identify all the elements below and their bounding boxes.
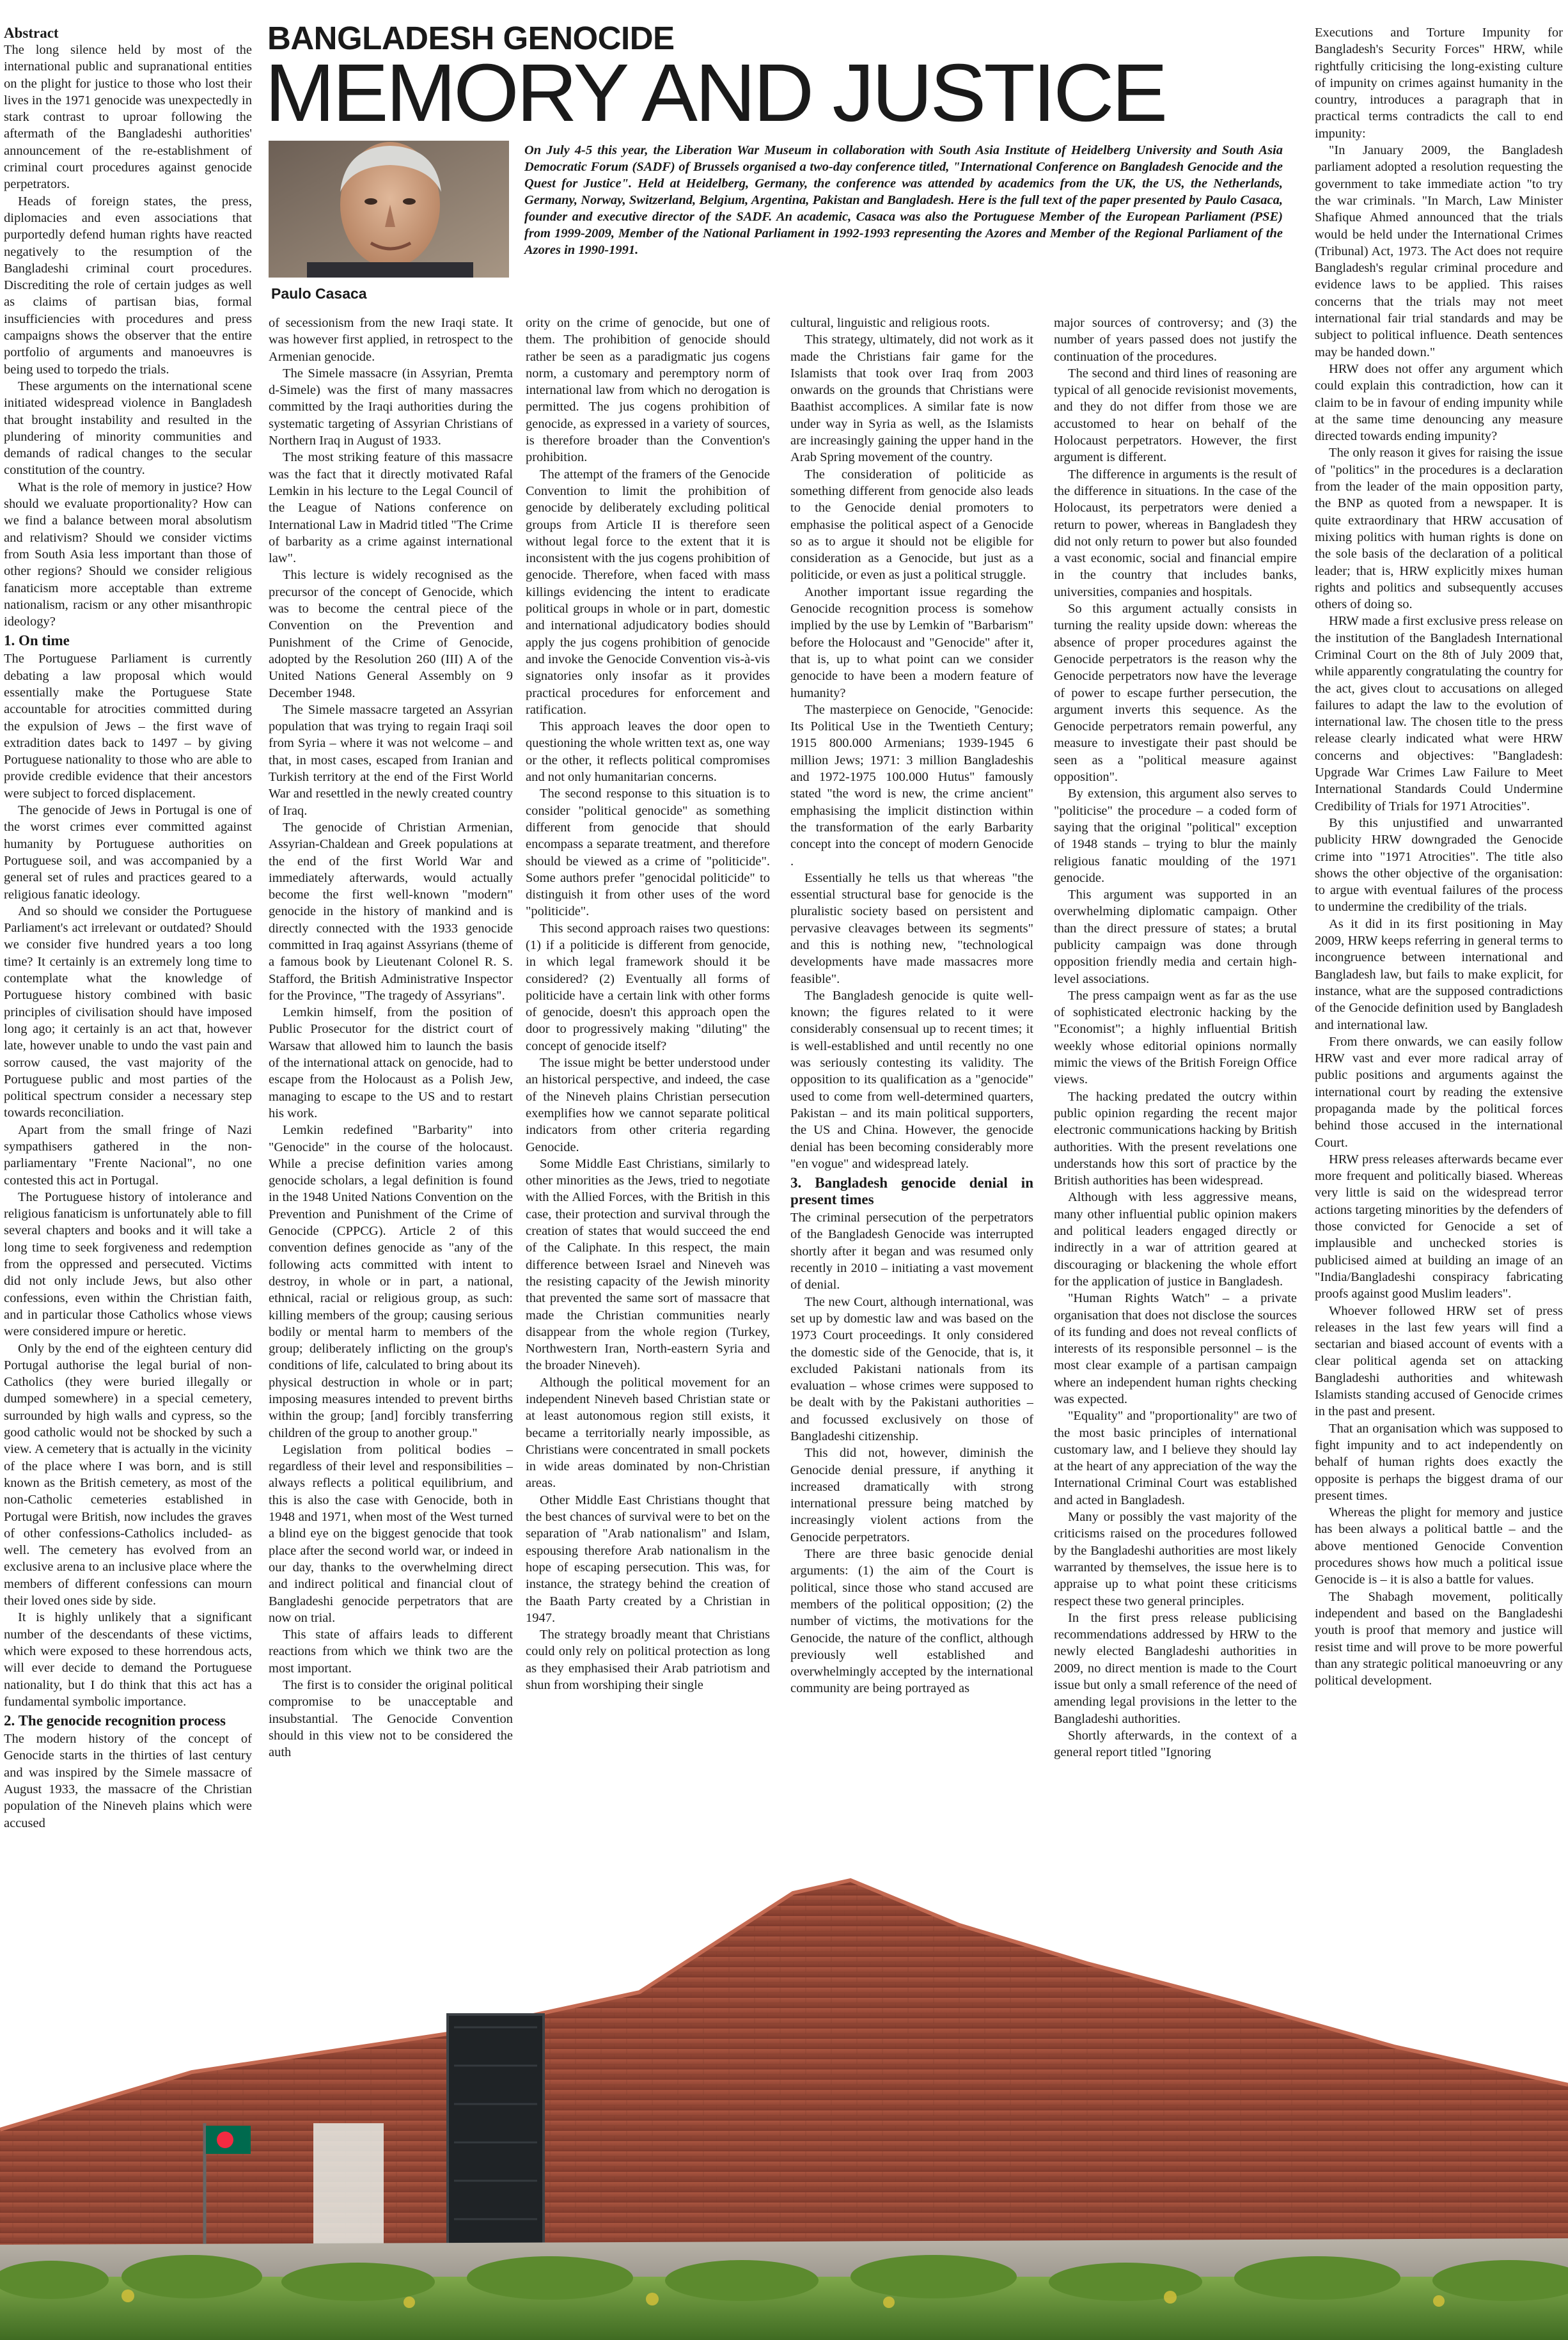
paragraph: The modern history of the concept of Genocide starts in the thirties of last century and was inspired by the Simele massacre of August 1933, the massacre of the Christian population of the Nineveh plains which were accused (4, 1732, 252, 1830)
black-glass-tower (448, 2014, 544, 2277)
paragraph: Heads of foreign states, the press, diplomacies and even associations that purportedly defend human rights have reacted negatively to the resumption of the Bangladeshi criminal court procedures. Discrediting the role of certain judges as well as claims of partisan bias, formal insufficiencies with procedures and press campaigns shows the observer that the entire portfolio of arguments and manoeuvres is being used to torpedo the trials. (4, 194, 252, 377)
kicker: BANGLADESH GENOCIDE (267, 20, 675, 56)
paragraph: This state of affairs leads to different reactions from which we think two are the most important. (269, 1628, 513, 1676)
paragraph: Apart from the small fringe of Nazi sympathisers gathered in the non-parliamentary "Frente Nacional", no one contested this act in Portugal. (4, 1122, 252, 1188)
brick-wall (0, 1880, 1568, 2264)
paragraph: And so should we consider the Portuguese Parliament's act irrelevant or outdated? Should we consider five hundred years a too long time? It certainly is an extremely long time to contemplate what the knowledge of Portuguese history combined with basic principles of civilisation should have imposed long ago; it certainly is an act that, however late, however unable to undo the vast pain and sorrow caused, the vast majority of the Portuguese public and most parties of the political spectrum consider a necessary step towards reconciliation. (4, 904, 252, 1120)
paragraph: The long silence held by most of the international public and supranational entities on the plight for justice to those who lost their lives in the 1971 genocide was unexpectedly in stark contrast to uproar following the aftermath of the Bangladeshi authorities' announcement of the re-establishment of criminal court procedures against genocide perpetrators. (4, 43, 252, 192)
paragraph: The Portuguese history of intolerance and religious fanaticism is unfortunately able to fill several chapters and books and it will take a long time to seek forgiveness and redemption from the oppressed and persecuted. Victims did not only include Jews, but also other confessions, even within the Christian faith, and in particular those Catholics whose views were considered impure or heretic. (4, 1190, 252, 1339)
paragraph: These arguments on the international scene initiated widespread violence in Bangladesh that brought instability and resulted in the plundering of minority communities and demands of radical changes to the secular constitution of the country. (4, 379, 252, 478)
paragraph: The difference in arguments is the result of the difference in situations. In the case of the Holocaust, its perpetrators were denied a return to power, whereas in Bangladesh they did not only return to power but also founded a vast economic, social and financial empire in the country that includes banks, universities, companies and hospitals. (1054, 467, 1297, 599)
paragraph: This argument was supported in an overwhelming diplomatic campaign. Other than the direct pressure of states; a brutal publicity campaign was done through opposition friendly media and certain high-level associations. (1054, 888, 1297, 986)
section-heading: 1. On time (4, 632, 70, 649)
paragraph: This second approach raises two questions: (1) if a politicide is different from genocide, in which legal framework should it be considered? (2) Eventually all forms of politicide have a certain link with other forms of genocide, doesn't this approach open the door to progressively making "diluting" the concept of genocide itself? (526, 921, 770, 1053)
section-heading: 3. Bangladesh genocide denial in present times (790, 1175, 1033, 1208)
standfirst: On July 4-5 this year, the Liberation War Museum in collaboration with South Asia Institute of Heidelberg University and South Asia Democratic Forum (SADF) of Brussels organised a two-day conference titled, "International Conference on Bangladesh Genocide and the Quest for Justice". Held at Heidelberg, Germany, the conference was attended by academics from the UK, the US, the Netherlands, Germany, Norway, Switzerland, Belgium, Argentina, Pakistan and Bangladesh. Here is the full text of the paper presented by Paulo Casaca, founder and executive director of the SADF. An academic, Casaca was also the Portuguese Member of the European Parliament (PSE) from 1999-2009, Member of the National Parliament in 1992-1993 representing the Azores and Member of the Regional Parliament of the Azores in 1990-1991. (524, 143, 1283, 257)
paragraph: This approach leaves the door open to questioning the whole written text as, one way or the other, it reflects political compromises and not only humanitarian concerns. (526, 719, 770, 785)
paragraph: major sources of controversy; and (3) the number of years passed does not justify the continuation of the procedures. (1054, 316, 1297, 364)
paragraph: The strategy broadly meant that Christians could only rely on political protection as long as they emphasised their Arab patriotism and shun from worshiping their single (526, 1628, 770, 1693)
paragraph: The Simele massacre (in Assyrian, Premta d-Simele) was the first of many massacres committed by the Iraqi authorities during the systematic targeting of Assyrian Christians of Northern Iraq in August of 1933. (269, 366, 513, 448)
column-5 (1054, 315, 1297, 2016)
paragraph: Lemkin redefined "Barbarity" into "Genocide" in the course of the holocaust. While a precise definition varies among genocide scholars, a legal definition is found in the 1948 United Nations Convention on the Prevention and Punishment of the Crime of Genocide (CPPCG). Article 2 of this convention defines genocide as "any of the following acts committed with intent to destroy, in whole or in part, a national, ethnical, racial or religious group, as such: killing members of the group; causing serious bodily or mental harm to members of the group; deliberately inflicting on the group's conditions of life, calculated to bring about its physical destruction in whole or in part; imposing measures intended to prevent births within the group; [and] forcibly transferring children of the group to another group." (269, 1123, 513, 1440)
paragraph: The only reason it gives for raising the issue of "politics" in the procedures is a declaration from the leader of the main opposition party, the BNP as quoted from a newspaper. It is quite extraordinary that HRW accusation of mixing politics with human rights is done on the sole basis of the declaration of a political leader; that is, HRW explicitly mixes human rights and politics and subsequently accuses others of doing so. (1315, 446, 1563, 612)
paragraph: "Human Rights Watch" – a private organisation that does not disclose the sources of its funding and does not reveal conflicts of interests of its responsible personnel – is the most clear example of a partisan campaign where an independent human rights checking was expected. (1054, 1291, 1297, 1406)
paragraph: HRW made a first exclusive press release on the institution of the Bangladesh International Criminal Court on the 8th of July 2009 that, while apparently congratulating the country for the act, gives clout to accusations on alleged failures to adapt the law to the evolution of international law. The chosen title to the press release clearly indicated what were HRW concerns and objectives: "Bangladesh: Upgrade War Crimes Law Failure to Meet International Standards Could Undermine Credibility of Trials for 1971 Atrocities". (1315, 614, 1563, 813)
paragraph: The Bangladesh genocide is quite well-known; the figures related to it were considerably consensual up to recent times; it is well-established and until recently no one was seriously contesting its validity. The opposition to its qualification as a "genocide" used to come from well-determined quarters, Pakistan – and its main political supporters, the US and China. However, the genocide denial has been becoming considerably more "en vogue" and widespread lately. (790, 988, 1033, 1171)
paragraph: Some Middle East Christians, similarly to other minorities as the Jews, tried to negotiate with the Allied Forces, with the British in this case, their protection and survival through the creation of states that would succeed the end of the Caliphate. In this respect, the main difference between Israel and Nineveh was the resisting capacity of the Jewish minority that prevented the same sort of massacre that made the Christian communities nearly disappear from the whole region (Turkey, Northwestern Iran, North-eastern Syria and the broader Nineveh). (526, 1156, 770, 1373)
paragraph: The second response to this situation is to consider "political genocide" as something different from genocide that should encompass a separate treatment, and therefore should be viewed as a crime of "politicide". Some authors prefer "genocidal politicide" to distinguish it from other uses of the word "politicide". (526, 787, 770, 919)
paragraph: Shortly afterwards, in the context of a general report titled "Ignoring (1054, 1728, 1297, 1760)
paragraph: Although with less aggressive means, many other influential public opinion makers and political leaders engaged directly or indirectly in a war of attrition geared at discouraging or blackening the whole effort for the application of justice in Bangladesh. (1054, 1190, 1297, 1289)
paragraph: What is the role of memory in justice? How should we evaluate proportionality? How can we find a balance between moral absolutism and relativism? Should we consider victims from South Asia less important than those of other regions? Should we consider religious fanaticism more acceptable than extreme nationalism, racism or any other misanthropic ideology? (4, 480, 252, 629)
paragraph: The press campaign went as far as the use of sophisticated electronic hacking by the "Economist"; a highly influential British weekly whose editorial opinions normally mimic the views of the British Foreign Office views. (1054, 988, 1297, 1087)
paragraph: This lecture is widely recognised as the precursor of the concept of Genocide, which was to become the central piece of the Convention on the Prevention and Punishment of the Crime of Genocide, adopted by the Resolution 260 (III) A of the United Nations General Assembly on 9 December 1948. (269, 568, 513, 700)
paragraph: Executions and Torture Impunity for Bangladesh's Security Forces" HRW, while rightfully criticising the long-existing culture of impunity on crimes against humanity in the country, introduces a paragraph that in practical terms contradicts the call to end impunity: (1315, 26, 1563, 141)
paragraph: The issue might be better understood under an historical perspective, and indeed, the case of the Nineveh plains Christian persecution exemplifies how we cannot separate political indicators from other criteria regarding Genocide. (526, 1056, 770, 1154)
paragraph: By extension, this argument also serves to "politicise" the procedure – a coded form of saying that the original "political" exception of 1948 stands – trying to blur the mainly religious fanatic moulding of the 1971 genocide. (1054, 787, 1297, 885)
paragraph: The first is to consider the original political compromise to be unacceptable and insubstantial. The Genocide Convention should in this view not to be considered the auth (269, 1678, 513, 1760)
paragraph: The attempt of the framers of the Genocide Convention to limit the prohibition of genocide by deliberately excluding political groups from Article II is therefore seen without legal force to the extent that it is inconsistent with the jus cogens prohibition of genocide. Therefore, when faced with mass killings evidencing the intent to eradicate political groups in whole or in part, domestic and international adjudicatory bodies should apply the jus cogens prohibition of genocide and invoke the Genocide Convention vis-à-vis signatories only insofar as it provides practical procedures for enforcement and ratification. (526, 467, 770, 717)
paragraph: By this unjustified and unwarranted publicity HRW downgraded the Genocide crime into "1971 Atrocities". The title also shows the other objective of the organisation: to argue with eventual failures of the process to undermine the credibility of the trials. (1315, 815, 1563, 915)
author-photo (269, 141, 509, 278)
paragraph: Whereas the plight for memory and justice has been always a political battle – and the above mentioned Genocide Convention procedures shows how much a political issue Genocide is – it is also a battle for values. (1315, 1505, 1563, 1587)
paragraph: Legislation from political bodies – regardless of their level and responsibilities – always reflects a political equilibrium, and this is also the case with Genocide, both in 1948 and 1971, when most of the West turned a blind eye on the biggest genocide that took place after the second world war, or indeed in our day, thanks to the overwhelming direct and indirect political and financial clout of Bangladeshi genocide perpetrators that are now on trial. (269, 1442, 513, 1625)
author-caption: Paulo Casaca (271, 285, 367, 302)
paragraph: The genocide of Jews in Portugal is one of the worst crimes ever committed against humanity by Portuguese authorities on Portuguese soil, and was accompanied by a general set of rules and practices geared to a religious fanatic ideology. (4, 803, 252, 902)
paragraph: Lemkin himself, from the position of Public Prosecutor for the district court of Warsaw that allowed him to launch the basis of the international attack on genocide, had to escape from the Holocaust as a Polish Jew, managing to escape to the US and to restart his work. (269, 1005, 513, 1120)
paragraph: Other Middle East Christians thought that the best chances of survival were to bet on the separation of "Arab nationalism" and Islam, espousing therefore Arab nationalism in the hope of escaping persecution. This was, for instance, the strategy behind the creation of the Baath Party created by a Christian in 1947. (526, 1493, 770, 1625)
paragraph: Whoever followed HRW set of press releases in the last few years will find a sectarian and biased account of events with a clear political agenda set on attacking Bangladeshi authorities and whitewash Islamists standing accused of Genocide crimes in the past and present. (1315, 1303, 1563, 1419)
paragraph: HRW press releases afterwards became ever more frequent and politically biased. Whereas very little is said on the widespread terror actions targeting minorities by the defenders of those convicted for Genocide a set of implausible and unchecked stories is publicised aimed at building an image of an "India/Bangladeshi conspiracy fabricating proofs against good Muslim leaders". (1315, 1152, 1563, 1301)
paragraph: The most striking feature of this massacre was the fact that it directly motivated Rafal Lemkin in his lecture to the Legal Council of the League of Nations conference on International Law in Madrid titled "The Crime of barbarity as a crime against international law". (269, 450, 513, 566)
paragraph: "Equality" and "proportionality" are two of the most basic principles of international customary law, and I believe they should lay at the heart of any appreciation of the way the International Criminal Court was established and acted in Bangladesh. (1054, 1409, 1297, 1507)
paragraph: The masterpiece on Genocide, "Genocide: Its Political Use in the Twentieth Century; 1915 800.000 Armenians; 1939-1945 6 million Jews; 1971: 3 million Bangladeshis and 1972-1975 100.000 Hutus" famously stated "the word is new, the crime ancient" emphasising the implicit distinction within the transformation of the early Barbarity concept into the concept of modern Genocide . (790, 702, 1033, 868)
paragraph: Another important issue regarding the Genocide recognition process is somehow implied by the use by Lemkin of "Barbarism" before the Holocaust and "Genocide" after it, that is, up to what point can we consider genocide to have been a modern feature of humanity? (790, 585, 1033, 700)
paragraph: The criminal persecution of the perpetrators of the Bangladesh Genocide was interrupted shortly after it began and was resumed only recently in 2010 – initiating a vast movement of denial. (790, 1211, 1033, 1292)
paragraph: The genocide of Christian Armenian, Assyrian-Chaldean and Greek populations at the end of the first World War and immediately afterwards, would actually become the first well-known "modern" genocide in the history of mankind and is directly connected with the 1933 genocide committed in Iraq against Assyrians (theme of a famous book by Lieutenant Colonel R. S. Stafford, the British Administrative Inspector for the Province, "The tragedy of Assyrians". (269, 820, 513, 1003)
paragraph: ority on the crime of genocide, but one of them. The prohibition of genocide should rather be seen as a paradigmatic jus cogens norm, a customary and peremptory norm of international law from which no derogation is permitted. The jus cogens prohibition of genocide, as expressed in a variety of sources, is therefore broader than the Convention's prohibition. (526, 316, 770, 465)
paragraph: of secessionism from the new Iraqi state. It was however first applied, in retrospect to the Armenian genocide. (269, 316, 513, 364)
section-heading: 2. The genocide recognition process (4, 1713, 226, 1729)
paragraph: The Shabagh movement, politically independent and based on the Bangladeshi youth is proof that memory and justice will resist time and will prove to be more powerful than any strategic political manoeuvring or any political development. (1315, 1589, 1563, 1688)
paragraph: The Portuguese Parliament is currently debating a law proposal which would essentially make the Portuguese State accountable for atrocities committed during the expulsion of Jews – the first wave of extradition dates back to 1497 – by giving Portuguese nationality to those who are able to provide credible evidence that their ancestors were subject to forced displacement. (4, 652, 252, 801)
paragraph: The consideration of politicide as something different from genocide also leads to the Genocide denial promoters to emphasise the political aspect of a Genocide so as to argue it should not be eligible for consideration as a Genocide, but just as a politicide, or even as just a political struggle. (790, 467, 1033, 583)
paragraph: This did not, however, diminish the Genocide denial pressure, if anything it increased dramatically with strong international pressure being matched by increasingly violent actions from the Genocide perpetrators. (790, 1446, 1033, 1544)
headline: MEMORY AND JUSTICE (265, 47, 1166, 139)
paragraph: Essentially he tells us that whereas "the essential structural base for genocide is the pluralistic society based on persistent and pervasive cleavages between its segments" and this is nothing new, "technological developments have made massacres more feasible". (790, 870, 1033, 986)
author-portrait-image (269, 141, 509, 278)
paragraph: This strategy, ultimately, did not work as it made the Christians fair game for the Islamists that took over Iraq from 2003 onwards on the grounds that Christians were Baathist accomplices. A similar fate is now under way in Syria as well, as the Islamists are increasingly gaining the upper hand in the Arab Spring movement of the country. (790, 333, 1033, 465)
paragraph: The hacking predated the outcry within public opinion regarding the recent major electronic communications hacking by British authorities. With the present revelations one understands how this sort of practice by the British authorities has been widespread. (1054, 1089, 1297, 1188)
paragraph: As it did in its first positioning in May 2009, HRW keeps referring in general terms to incongruence between international and Bangladesh law, but fails to make explicit, for instance, what are the supposed contradictions of the Genocide definition used by Bangladesh and international law. (1315, 916, 1563, 1032)
paragraph: In the first press release publicising recommendations addressed by HRW to the newly elected Bangladeshi authorities in 2009, no direct mention is made to the Court issue but only a small reference of the need of amending legal provisions in the letter to the Bangladeshi authorities. (1054, 1610, 1297, 1726)
paragraph: It is highly unlikely that a significant number of the descendants of these victims, which were exposed to these horrendous acts, will ever decide to demand the Portuguese nationality, but I do think that this act has a fundamental symbolic importance. (4, 1610, 252, 1709)
paragraph: There are three basic genocide denial arguments: (1) the aim of the Court is political, since those who stand accused are members of the political opposition; (2) the number of victims, the motivations for the Genocide, the nature of the conflict, although previously well established and overwhelmingly accepted by the international community are being portrayed as (790, 1547, 1033, 1696)
liberation-war-monument-photo (0, 1855, 1568, 2340)
paragraph: The Simele massacre targeted an Assyrian population that was trying to regain Iraqi soil from Syria – where it was not welcome – and that, in most cases, escaped from Iranian and Turkish territory at the end of the First World War and resettled in the newly created country of Iraq. (269, 702, 513, 818)
paragraph: Although the political movement for an independent Nineveh based Christian state or at least autonomous region still exists, it became a territorially nearly impossible, as Christians were concentrated in small pockets in wide areas dominated by non-Christian areas. (526, 1375, 770, 1491)
paragraph: "In January 2009, the Bangladesh parliament adopted a resolution requesting the government to take immediate action "to try the war criminals. "In March, Law Minister Shafique Ahmed announced that the trials would be held under the International Crimes (Tribunal) Act, 1973. The Act does not require Bangladesh's regular criminal procedure and evidence laws to be applied. This raises concerns that the trials may not meet international fair trial standards and may be subject to political influence. Death sentences may be handed down." (1315, 143, 1563, 359)
paragraph: The second and third lines of reasoning are typical of all genocide revisionist movements, and they do not differ from those we are accustomed to hear on behalf of the Holocaust perpetrators. However, the first argument is different. (1054, 366, 1297, 465)
paragraph: cultural, linguistic and religious roots. (790, 316, 991, 330)
paragraph: The new Court, although international, was set up by domestic law and was based on the 1973 Court proceedings. It only considered the domestic side of the Genocide, that is, it excluded Pakistani nationals from its evaluation – whose crimes were supposed to be dealt with by the Pakistani authorities – and focussed exclusively on those of Bangladeshi citizenship. (790, 1294, 1033, 1443)
column-3 (526, 315, 770, 1995)
paragraph: That an organisation which was supposed to fight impunity and to act independently on behalf of human rights does exactly the opposite is perhaps the biggest drama of our present times. (1315, 1421, 1563, 1503)
paragraph: So this argument actually consists in turning the reality upside down: whereas the absence of proper procedures against the Genocide perpetrators is the reason why the Genocide perpetrators now have the leverage of power to escape further persecution, the argument inverts this sequence. As the Genocide perpetrators remain powerful, any measure to investigate their past should be seen as a "political measure against opposition". (1054, 602, 1297, 785)
paragraph: Many or possibly the vast majority of the criticisms raised on the procedures followed by the Bangladeshi authorities are most likely warranted by themselves, the issue here is to appraise up to what point these criticisms respect these two general principles. (1054, 1510, 1297, 1608)
paragraph: HRW does not offer any argument which could explain this contradiction, how can it claim to be in favour of ending impunity while at the same time denouncing any measure directed towards ending impunity? (1315, 361, 1563, 444)
column-4 (790, 315, 1033, 1952)
paragraph: From there onwards, we can easily follow HRW vast and ever more radical array of public positions and arguments against the international court by reading the extensive propaganda made by the political forces behind those accused in the international Court. (1315, 1034, 1563, 1150)
paragraph: Only by the end of the eighteen century did Portugal authorise the legal burial of non-Catholics (they were buried illegally or dumped somewhere) in a special cemetery, surrounded by high walls and cypress, so the good catholic would not be shocked by such a view. A cemetery that is actually in the vicinity of the place where I was born, and is still known as the British cemetery, as most of the non-Catholic cemeteries established in Portugal were British, now includes the graves of other confessions-Catholics included- as well. The cemetery has evolved from an exclusive arena to an inclusive place where the members of different confessions can mourn their loved ones side by side. (4, 1341, 252, 1608)
abstract-heading: Abstract (4, 25, 59, 41)
